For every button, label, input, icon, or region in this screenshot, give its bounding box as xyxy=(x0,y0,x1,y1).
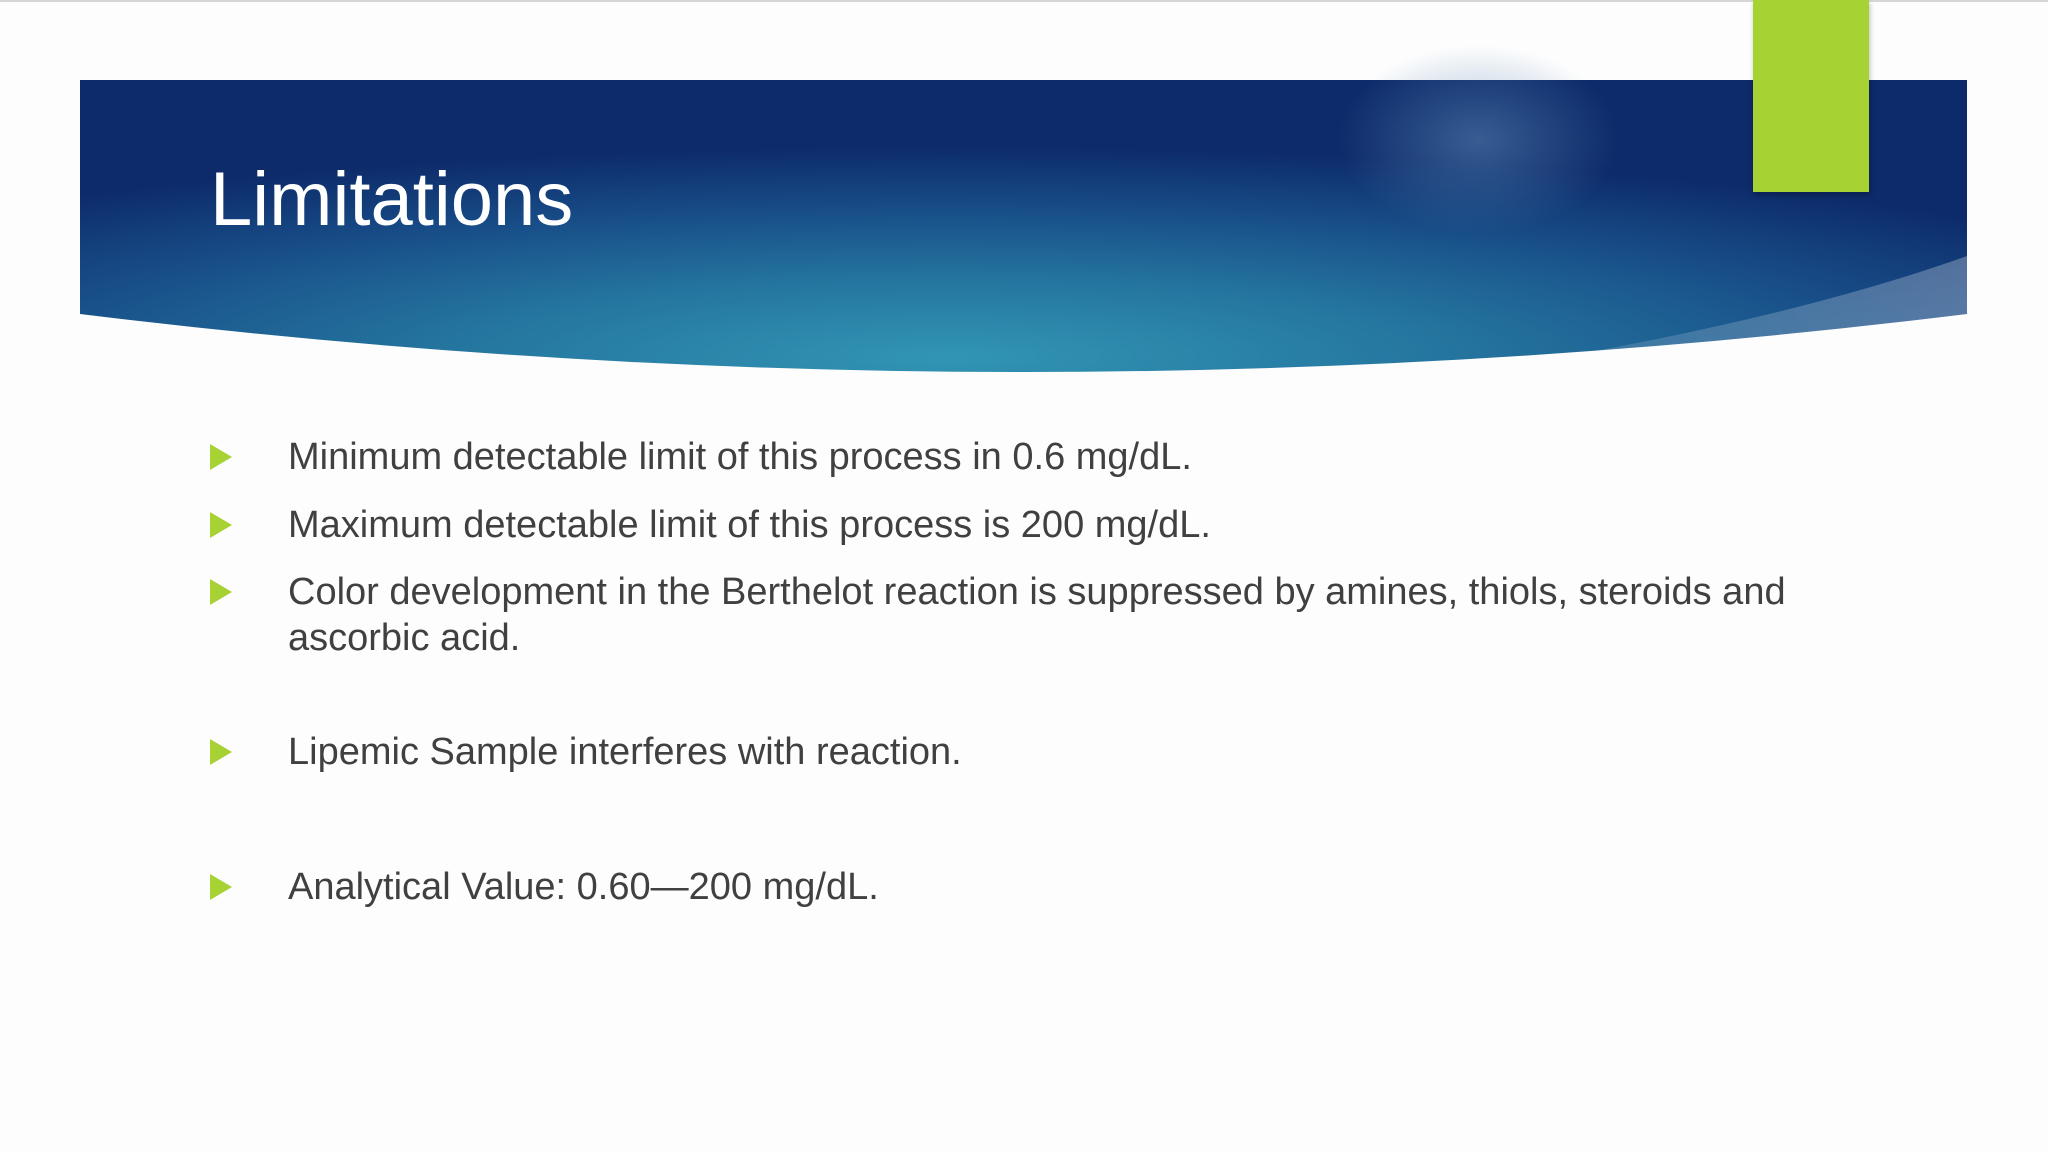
bullet-item xyxy=(210,729,1930,775)
accent-tab xyxy=(1753,0,1869,192)
bullet-text: Color development in the Berthelot reaction is suppressed by amines, thiols, steroids and ascorbic acid. xyxy=(288,571,1786,659)
bullet-item xyxy=(210,502,1930,548)
bullet-arrow-icon xyxy=(210,739,232,765)
bullet-text: Lipemic Sample interferes with reaction. xyxy=(288,731,962,773)
bullet-text: Minimum detectable limit of this process in 0.6 mg/dL. xyxy=(288,436,1192,478)
bullet-arrow-icon xyxy=(210,444,232,470)
bullet-item xyxy=(210,864,1930,910)
bullet-text: Maximum detectable limit of this process is 200 mg/dL. xyxy=(288,504,1211,546)
bullet-text: Analytical Value: 0.60—200 mg/dL. xyxy=(288,866,879,908)
slide-title: Limitations xyxy=(210,157,574,242)
bullet-arrow-icon xyxy=(210,512,232,538)
bullet-item xyxy=(210,434,1930,480)
bullet-arrow-icon xyxy=(210,579,232,605)
bullet-item xyxy=(210,569,1930,661)
bullet-arrow-icon xyxy=(210,874,232,900)
